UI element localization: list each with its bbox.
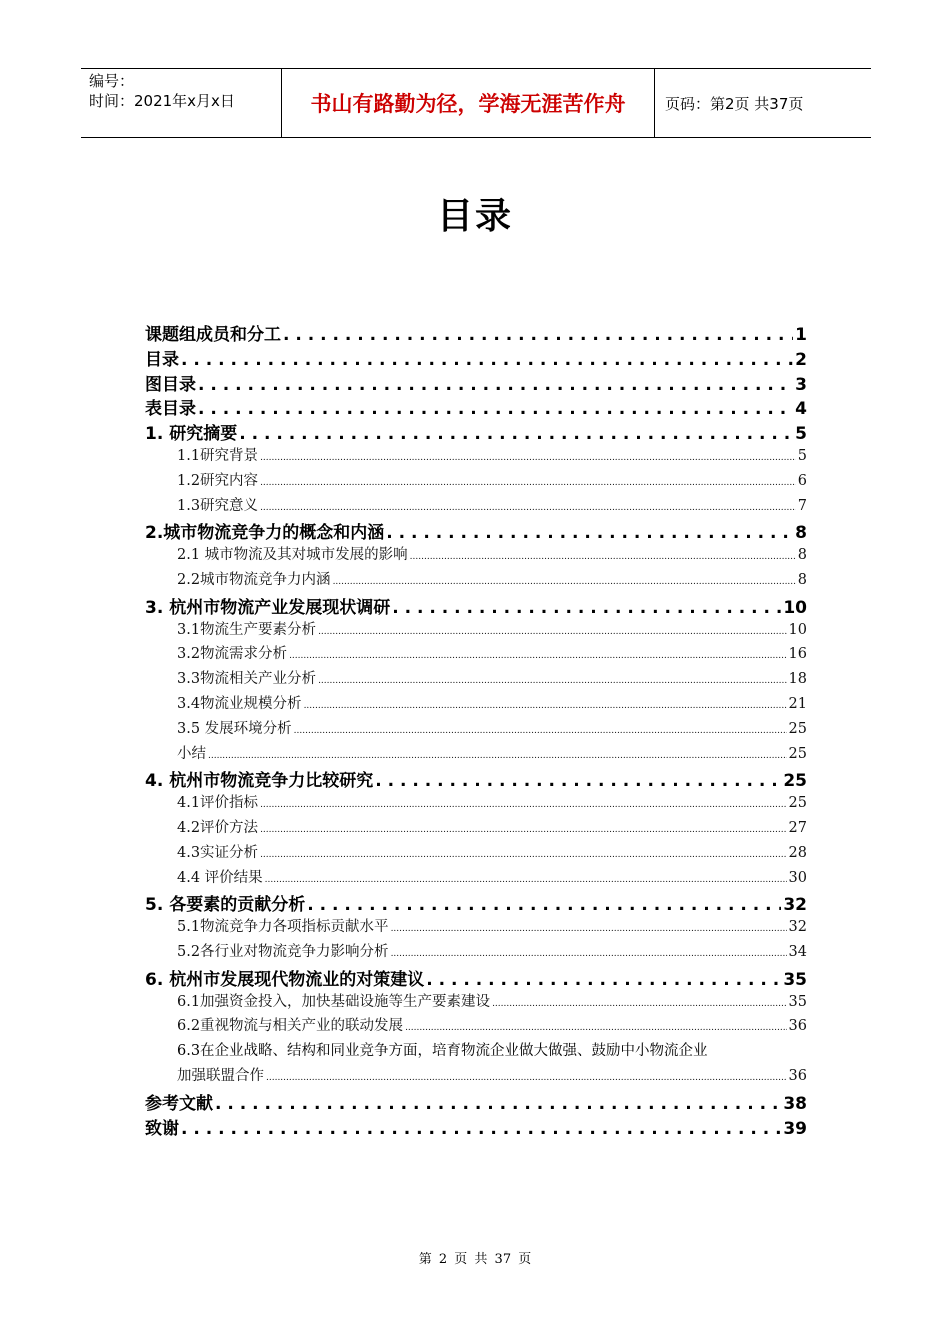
toc-entry-page-number: 36 bbox=[788, 1067, 807, 1084]
toc-entry-page-number: 28 bbox=[788, 844, 807, 861]
toc-entry-chapter[interactable] bbox=[145, 1089, 807, 1114]
toc-entry-page-number: 8 bbox=[797, 571, 807, 588]
toc-entry-label: 小结 bbox=[177, 745, 206, 762]
toc-entry-page-number: 4 bbox=[795, 399, 807, 420]
toc-leader-dots bbox=[181, 1119, 781, 1139]
toc-leader-dots bbox=[426, 970, 781, 990]
page-footer: 第 2 页 共 37 页 bbox=[418, 1252, 532, 1267]
toc-entry-section[interactable] bbox=[145, 568, 807, 593]
toc-entry-page-number: 25 bbox=[783, 771, 807, 792]
toc-leader-dots bbox=[391, 924, 787, 934]
toc-entry-page-number: 25 bbox=[788, 795, 807, 812]
toc-entry-chapter[interactable] bbox=[145, 1114, 807, 1139]
toc-leader-dots bbox=[386, 523, 793, 543]
toc-entry-page-number: 7 bbox=[797, 497, 807, 514]
toc-entry-chapter[interactable] bbox=[145, 593, 807, 618]
toc-entry-section[interactable] bbox=[145, 1014, 807, 1039]
toc-entry-page-number: 25 bbox=[788, 745, 807, 762]
toc-entry-chapter[interactable] bbox=[145, 345, 807, 370]
toc-entry-page-number: 6 bbox=[797, 472, 807, 489]
toc-entry-label: 4.1评价指标 bbox=[177, 795, 259, 812]
header-page-info: 页码：第2页 共37页 bbox=[665, 94, 804, 113]
toc-entry-page-number: 16 bbox=[788, 646, 807, 663]
toc-entry-label: 6. 杭州市发展现代物流业的对策建议 bbox=[145, 969, 425, 990]
toc-entry-section[interactable] bbox=[145, 791, 807, 816]
toc-leader-dots bbox=[239, 424, 793, 444]
toc-entry-section[interactable] bbox=[145, 816, 807, 841]
toc-entry-label: 1. 研究摘要 bbox=[145, 424, 238, 445]
toc-entry-section[interactable] bbox=[145, 494, 807, 519]
toc-leader-dots bbox=[405, 1023, 786, 1033]
toc-entry-label: 1.2研究内容 bbox=[177, 472, 259, 489]
toc-entry-page-number: 34 bbox=[788, 943, 807, 960]
toc-leader-dots bbox=[260, 800, 786, 810]
toc-entry-label: 3. 杭州市物流产业发展现状调研 bbox=[145, 597, 391, 618]
header-meta bbox=[81, 69, 282, 137]
toc-entry-page-number: 2 bbox=[795, 349, 807, 370]
toc-leader-dots bbox=[333, 577, 796, 587]
toc-entry-page-number: 35 bbox=[788, 993, 807, 1010]
toc-entry-section[interactable] bbox=[145, 543, 807, 568]
toc-entry-page-number: 5 bbox=[795, 424, 807, 445]
toc-leader-dots bbox=[492, 999, 786, 1009]
toc-leader-dots bbox=[294, 726, 787, 736]
toc-entry-label: 4.3实证分析 bbox=[177, 844, 259, 861]
toc-entry-section[interactable] bbox=[145, 667, 807, 692]
toc-leader-dots bbox=[266, 1073, 787, 1083]
toc-entry-section[interactable] bbox=[145, 469, 807, 494]
table-of-contents bbox=[145, 320, 807, 1138]
toc-entry-section[interactable] bbox=[145, 692, 807, 717]
toc-leader-dots bbox=[260, 850, 786, 860]
toc-entry-label: 2.2城市物流竞争力内涵 bbox=[177, 571, 331, 588]
toc-entry-label: 1.3研究意义 bbox=[177, 497, 259, 514]
toc-entry-label: 4.2评价方法 bbox=[177, 819, 259, 836]
toc-entry-page-number: 30 bbox=[788, 869, 807, 886]
toc-entry-label: 4.4 评价结果 bbox=[177, 869, 263, 886]
toc-entry-section[interactable] bbox=[145, 940, 807, 965]
toc-entry-page-number: 8 bbox=[797, 547, 807, 564]
toc-entry-label: 目录 bbox=[145, 349, 179, 370]
toc-entry-label: 参考文献 bbox=[145, 1093, 213, 1114]
toc-entry-section[interactable] bbox=[145, 717, 807, 742]
toc-entry-label: 致谢 bbox=[145, 1118, 179, 1139]
toc-entry-section[interactable] bbox=[145, 841, 807, 866]
toc-entry-page-number: 32 bbox=[788, 919, 807, 936]
toc-entry-chapter[interactable] bbox=[145, 370, 807, 395]
toc-entry-label: 6.1加强资金投入，加快基础设施等生产要素建设 bbox=[177, 993, 491, 1010]
toc-entry-page-number: 39 bbox=[783, 1118, 807, 1139]
toc-entry-chapter[interactable] bbox=[145, 766, 807, 791]
time-label: 时间：2021年x月x日 bbox=[89, 92, 235, 110]
toc-entry-chapter[interactable] bbox=[145, 320, 807, 345]
toc-leader-dots bbox=[208, 751, 787, 761]
toc-entry-page-number: 27 bbox=[788, 819, 807, 836]
toc-entry-page-number: 38 bbox=[783, 1093, 807, 1114]
toc-entry-label: 2.城市物流竞争力的概念和内涵 bbox=[145, 523, 385, 544]
toc-entry-label: 3.2物流需求分析 bbox=[177, 646, 288, 663]
toc-entry-label: 5.2各行业对物流竞争力影响分析 bbox=[177, 943, 389, 960]
toc-entry-page-number: 5 bbox=[797, 447, 807, 464]
toc-entry-section[interactable] bbox=[145, 866, 807, 891]
toc-entry-page-number: 21 bbox=[788, 695, 807, 712]
toc-entry-page-number: 10 bbox=[788, 621, 807, 638]
toc-entry-page-number: 36 bbox=[788, 1018, 807, 1035]
number-label: 编号： bbox=[89, 72, 135, 90]
toc-entry-section[interactable] bbox=[145, 990, 807, 1015]
toc-entry-chapter[interactable] bbox=[145, 394, 807, 419]
toc-entry-section[interactable] bbox=[145, 1064, 807, 1089]
toc-entry-page-number: 1 bbox=[795, 325, 807, 345]
toc-entry-label: 3.3物流相关产业分析 bbox=[177, 671, 317, 688]
toc-leader-dots bbox=[260, 825, 786, 835]
toc-leader-dots bbox=[307, 895, 781, 915]
toc-entry-label: 3.4物流业规模分析 bbox=[177, 695, 302, 712]
toc-leader-dots bbox=[410, 552, 796, 562]
toc-entry-label: 2.1 城市物流及其对城市发展的影响 bbox=[177, 547, 408, 564]
toc-entry-page-number: 35 bbox=[783, 969, 807, 990]
toc-leader-dots bbox=[265, 875, 787, 885]
page-header bbox=[81, 68, 871, 138]
toc-leader-dots bbox=[318, 627, 786, 637]
toc-entry-page-number: 32 bbox=[783, 895, 807, 916]
toc-leader-dots bbox=[375, 771, 781, 791]
toc-leader-dots bbox=[304, 701, 787, 711]
toc-leader-dots bbox=[215, 1094, 781, 1114]
toc-entry-chapter[interactable] bbox=[145, 890, 807, 915]
toc-leader-dots bbox=[198, 399, 793, 419]
toc-entry-page-number: 8 bbox=[795, 523, 807, 544]
toc-entry-label: 5.1物流竞争力各项指标贡献水平 bbox=[177, 919, 389, 936]
toc-entry-section[interactable] bbox=[145, 742, 807, 767]
toc-entry-label: 1.1研究背景 bbox=[177, 447, 259, 464]
toc-entry-wrapped-line[interactable]: 6.3在企业战略、结构和同业竞争方面，培育物流企业做大做强、鼓励中小物流企业 bbox=[177, 1043, 708, 1060]
toc-entry-section[interactable] bbox=[145, 915, 807, 940]
toc-entry-page-number: 25 bbox=[788, 720, 807, 737]
toc-entry-section[interactable] bbox=[145, 642, 807, 667]
toc-entry-chapter[interactable] bbox=[145, 518, 807, 543]
toc-entry-page-number: 18 bbox=[788, 671, 807, 688]
toc-entry-label: 表目录 bbox=[145, 399, 196, 420]
toc-entry-section[interactable] bbox=[145, 618, 807, 643]
toc-leader-dots bbox=[198, 375, 793, 395]
toc-leader-dots bbox=[391, 949, 787, 959]
toc-entry-page-number: 10 bbox=[783, 597, 807, 618]
toc-entry-label: 3.1物流生产要素分析 bbox=[177, 621, 317, 638]
toc-leader-dots bbox=[181, 350, 793, 370]
toc-leader-dots bbox=[318, 676, 786, 686]
toc-entry-label: 加强联盟合作 bbox=[177, 1067, 264, 1084]
toc-leader-dots bbox=[283, 325, 793, 345]
toc-entry-label: 4. 杭州市物流竞争力比较研究 bbox=[145, 771, 374, 792]
toc-leader-dots bbox=[260, 478, 796, 488]
header-motto: 书山有路勤为径，学海无涯苦作舟 bbox=[282, 69, 655, 137]
toc-entry-label: 5. 各要素的贡献分析 bbox=[145, 895, 306, 916]
toc-entry-label: 图目录 bbox=[145, 374, 196, 395]
toc-entry-chapter[interactable] bbox=[145, 965, 807, 990]
toc-entry-label: 3.5 发展环境分析 bbox=[177, 720, 292, 737]
toc-leader-dots bbox=[289, 651, 786, 661]
toc-entry-page-number: 3 bbox=[795, 374, 807, 395]
toc-entry-chapter[interactable] bbox=[145, 419, 807, 444]
toc-entry-section[interactable] bbox=[145, 444, 807, 469]
toc-entry-label: 6.2重视物流与相关产业的联动发展 bbox=[177, 1018, 404, 1035]
toc-entry-label: 课题组成员和分工 bbox=[145, 325, 281, 345]
toc-leader-dots bbox=[260, 453, 796, 463]
toc-leader-dots bbox=[260, 503, 796, 513]
page-title: 目录 bbox=[436, 196, 513, 237]
toc-leader-dots bbox=[392, 598, 781, 618]
